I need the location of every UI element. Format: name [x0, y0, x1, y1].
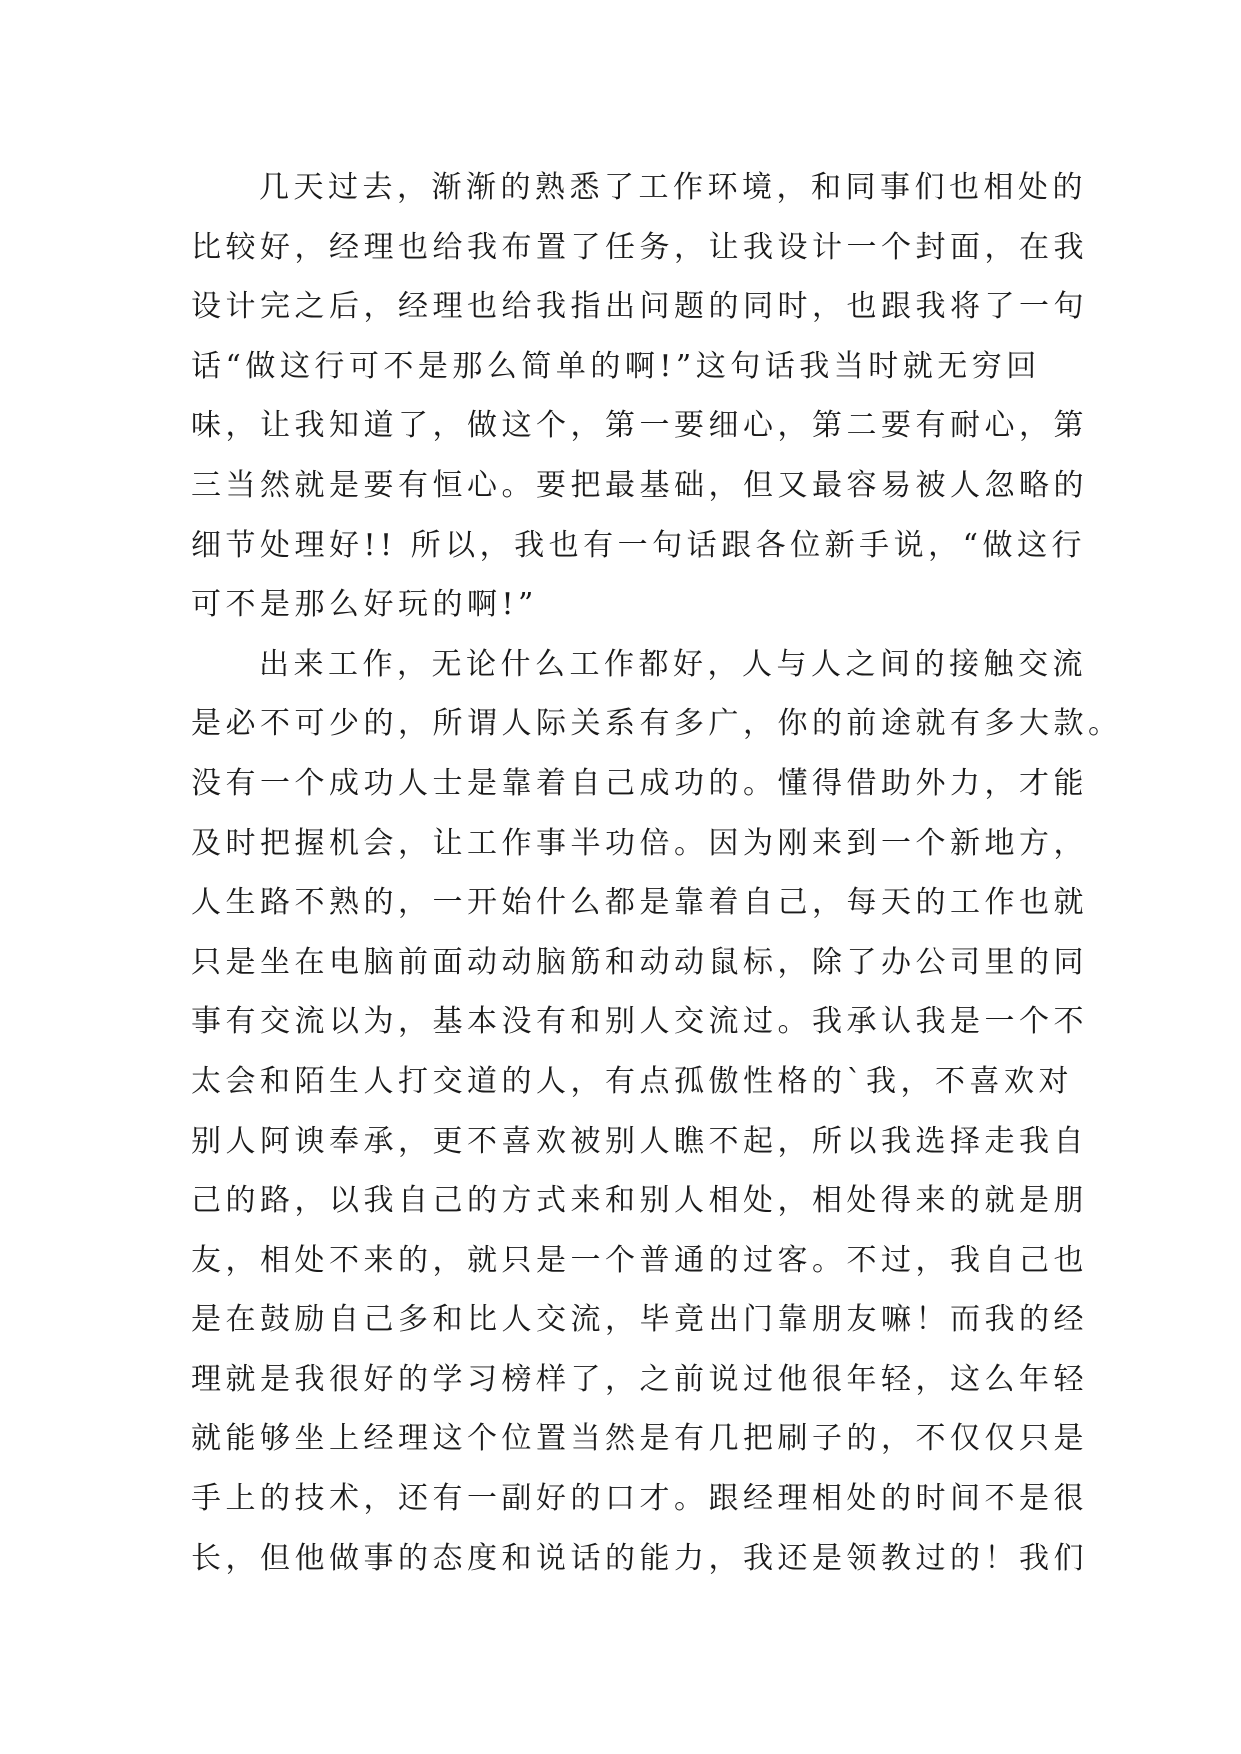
paragraph-2-line-9: 别人阿谀奉承，更不喜欢被别人瞧不起，所以我选择走我自 [191, 1123, 1088, 1159]
paragraph-2-line-12: 是在鼓励自己多和比人交流，毕竟出门靠朋友嘛！而我的经 [191, 1302, 1088, 1338]
paragraph-2-line-5: 人生路不熟的，一开始什么都是靠着自己，每天的工作也就 [191, 885, 1088, 921]
paragraph-2-line-2: 是必不可少的，所谓人际关系有多广，你的前途就有多大款。 [191, 706, 1123, 742]
paragraph-2-line-3: 没有一个成功人士是靠着自己成功的。懂得借助外力，才能 [191, 765, 1088, 801]
paragraph-2-line-15: 手上的技术，还有一副好的口才。跟经理相处的时间不是很 [191, 1481, 1088, 1517]
paragraph-2-line-14: 就能够坐上经理这个位置当然是有几把刷子的，不仅仅只是 [191, 1421, 1088, 1457]
paragraph-2-line-4: 及时把握机会，让工作事半功倍。因为刚来到一个新地方， [191, 825, 1088, 861]
paragraph-1-line-2: 比较好，经理也给我布置了任务，让我设计一个封面，在我 [191, 229, 1088, 265]
paragraph-2-line-7: 事有交流以为，基本没有和别人交流过。我承认我是一个不 [191, 1004, 1088, 1040]
paragraph-2-line-1: 出来工作，无论什么工作都好，人与人之间的接触交流 [259, 646, 1087, 682]
paragraph-2-line-13: 理就是我很好的学习榜样了，之前说过他很年轻，这么年轻 [191, 1361, 1088, 1397]
paragraph-1-line-1: 几天过去，渐渐的熟悉了工作环境，和同事们也相处的 [259, 170, 1087, 205]
paragraph-2-line-16: 长，但他做事的态度和说话的能力，我还是领教过的！我们 [191, 1540, 1088, 1576]
paragraph-1-line-6: 三当然就是要有恒心。要把最基础，但又最容易被人忽略的 [191, 467, 1088, 503]
paragraph-1-line-7: 细节处理好!! 所以，我也有一句话跟各位新手说，“做这行 [191, 527, 1086, 563]
paragraph-1-line-5: 味，让我知道了，做这个，第一要细心，第二要有耐心，第 [191, 408, 1088, 444]
paragraph-2-line-11: 友，相处不来的，就只是一个普通的过客。不过，我自己也 [191, 1242, 1088, 1278]
paragraph-1-line-3: 设计完之后，经理也给我指出问题的同时，也跟我将了一句 [191, 289, 1088, 325]
paragraph-1-line-4: 话“做这行可不是那么简单的啊!”这句话我当时就无穷回 [191, 348, 1041, 384]
paragraph-2-line-8: 太会和陌生人打交道的人，有点孤傲性格的`我，不喜欢对 [191, 1063, 1073, 1099]
paragraph-2-line-6: 只是坐在电脑前面动动脑筋和动动鼠标，除了办公司里的同 [191, 944, 1088, 980]
paragraph-1-line-8: 可不是那么好玩的啊!” [191, 587, 538, 623]
paragraph-2-line-10: 己的路，以我自己的方式来和别人相处，相处得来的就是朋 [191, 1183, 1088, 1219]
body-text [191, 158, 1123, 1588]
